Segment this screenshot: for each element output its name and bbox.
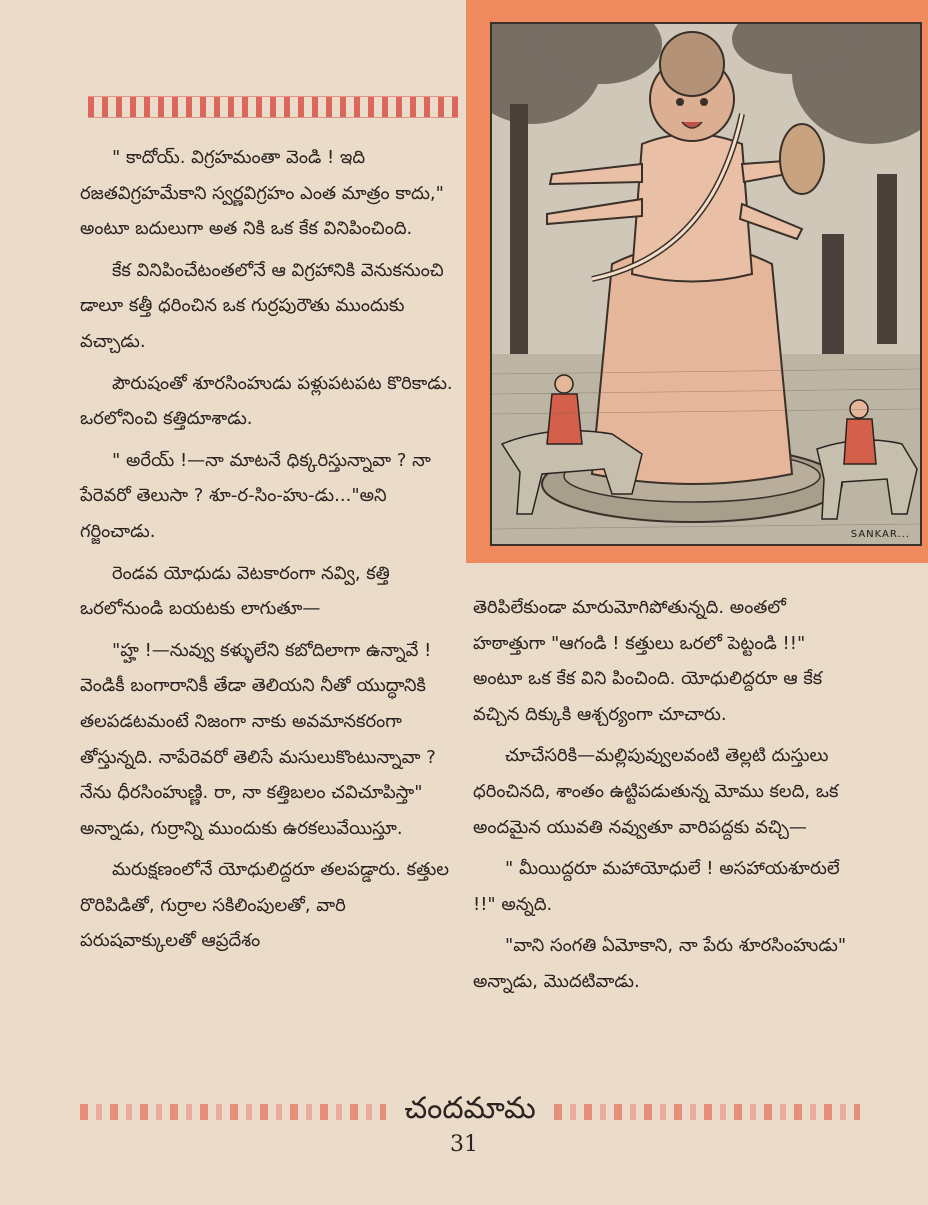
paragraph: " మీయిద్దరూ మహాయోధులే ! అసహాయశూరులే !!" అన్నది.: [473, 858, 840, 915]
left-text-column: [80, 140, 458, 965]
right-text-column: [473, 590, 853, 1006]
paragraph: కేక వినిపించేటంతలోనే ఆ విగ్రహానికి వెనుకనుంచి డాలూ కత్తీ ధరించిన ఒక గుర్రపురౌతు ముందుకు వచ్చాడు.: [80, 259, 444, 352]
paragraph: మరుక్షణంలోనే యోధులిద్దరూ తలపడ్డారు. కత్తుల రొరిపిడితో, గుర్రాల సకిలింపులతో, వారి పరుషవాక్కులతో ఆప్రదేశం: [80, 859, 450, 952]
paragraph: " కాదోయ్. విగ్రహమంతా వెండి ! ఇది రజతవిగ్రహమేకాని స్వర్ణవిగ్రహం ఎంత మాత్రం కాదు," అంటూ బదులుగా అత నికి ఒక కేక వినిపించింది.: [80, 147, 444, 240]
statue-scene-drawing: [492, 24, 920, 544]
paragraph: " అరేయ్ !—నా మాటనే ధిక్కరిస్తున్నావా ? నా పేరెవరో తెలుసా ? శూ-ర-సిం-హు-డు..."అని గర్జించాడు.: [80, 449, 431, 542]
paragraph: రెండవ యోధుడు వెటకారంగా నవ్వి, కత్తి ఒరలోనుండి బయటకు లాగుతూ—: [80, 562, 390, 620]
illustration-frame: [466, 0, 928, 563]
magazine-name: చందమామ: [404, 1091, 536, 1126]
paragraph: "హ్హ !—నువ్వు కళ్ళులేని కబోదిలాగా ఉన్నావే ! వెండికీ బంగారానికీ తేడా తెలియని నీతో యుద్ధానికి తలపడటమంటే నిజంగా నాకు అవమానకరంగా తోస్తున్నది. నాపేరెవరో తెలిసే మసులుకొంటున్నావా ? నేను ధీరసింహుణ్ణి. రా, నా కత్తిబలం చవిచూపిస్తా" అన్నాడు, గుర్రాన్ని ముందుకు ఉరకలువేయిస్తూ.: [80, 639, 436, 839]
paragraph: "వాని సంగతి ఏమోకాని, నా పేరు శూరసింహుడు" అన్నాడు, మొదటివాడు.: [473, 935, 847, 992]
paragraph: పౌరుషంతో శూరసింహుడు పళ్లుపటపట కొరికాడు. ఒరలోనించి కత్తిదూశాడు.: [80, 372, 453, 430]
illustration: [490, 22, 922, 546]
page-number: 31: [450, 1132, 478, 1157]
paragraph: తెరిపిలేకుండా మారుమోగిపోతున్నది. అంతలో హఠాత్తుగా "ఆగండి ! కత్తులు ఒరలో పెట్టండి !!" అంటూ ఒక కేక విని పించింది. యోధులిద్దరూ ఆ కేక వచ్చిన దిక్కుకి ఆశ్చర్యంగా చూచారు.: [473, 597, 823, 725]
footer-ornament-left: [80, 1104, 386, 1120]
illustrator-signature: SANKAR...: [850, 529, 910, 540]
top-ornament-border: [88, 96, 458, 118]
footer-ornament-right: [554, 1104, 860, 1120]
footer-ornament-bar: [80, 1092, 860, 1132]
paragraph: చూచేసరికి—మల్లిపువ్వులవంటి తెల్లటి దుస్తులు ధరించినది, శాంతం ఉట్టిపడుతున్న మోము కలది, ఒక అందమైన యువతి నవ్వుతూ వారిపద్దకు వచ్చి—: [473, 745, 839, 838]
